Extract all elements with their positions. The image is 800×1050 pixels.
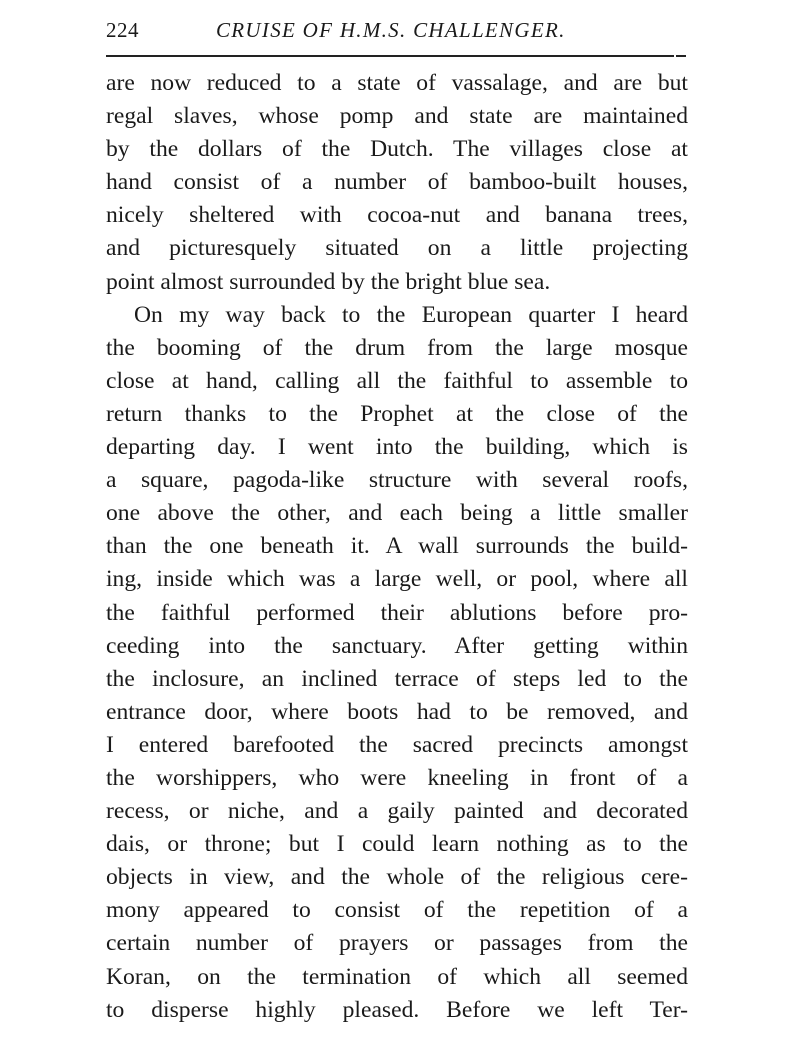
text-line: regal slaves, whose pomp and state are maintained xyxy=(106,103,688,130)
text-line: and picturesquely situated on a little projecting xyxy=(106,235,688,262)
text-line: hand consist of a number of bamboo-built houses, xyxy=(106,169,688,196)
text-line: the booming of the drum from the large mosque xyxy=(106,334,688,361)
running-head xyxy=(106,18,688,52)
text-line: the worshippers, who were kneeling in front of a xyxy=(106,764,688,791)
text-line: ceeding into the sanctuary. After getting within xyxy=(106,632,688,659)
text-line: recess, or niche, and a gaily painted and decorated xyxy=(106,798,688,825)
header-rule xyxy=(106,55,674,57)
paragraph-2 xyxy=(106,299,688,1027)
running-title: CRUISE OF H.M.S. CHALLENGER. xyxy=(216,18,566,42)
text-line: return thanks to the Prophet at the close of the xyxy=(106,400,688,427)
text-line: one above the other, and each being a little smaller xyxy=(106,500,688,527)
text-line: certain number of prayers or passages from the xyxy=(106,930,688,957)
text-line: objects in view, and the whole of the religious cere- xyxy=(106,864,688,891)
page-number: 224 xyxy=(106,18,139,42)
text-line: are now reduced to a state of vassalage, and are but xyxy=(106,70,688,96)
text-line: the inclosure, an inclined terrace of steps led to the xyxy=(106,665,688,692)
text-line: a square, pagoda-like structure with several roofs, xyxy=(106,467,688,494)
body-text xyxy=(106,67,688,1027)
text-line: than the one beneath it. A wall surrounds the build- xyxy=(106,533,688,560)
text-line: to disperse highly pleased. Before we left Ter- xyxy=(106,996,688,1023)
text-line: departing day. I went into the building, which is xyxy=(106,434,688,461)
text-line: On my way back to the European quarter I heard xyxy=(134,301,688,328)
text-line: point almost surrounded by the bright blue sea. xyxy=(106,268,551,295)
text-line: the faithful performed their ablutions before pro- xyxy=(106,599,688,626)
header-rule-tail xyxy=(676,55,686,57)
text-line: I entered barefooted the sacred precincts amongst xyxy=(106,731,688,758)
text-line: Koran, on the termination of which all seemed xyxy=(106,963,688,990)
text-line: close at hand, calling all the faithful to assemble to xyxy=(106,367,688,394)
text-line: ing, inside which was a large well, or pool, where all xyxy=(106,566,688,593)
text-line: by the dollars of the Dutch. The villages close at xyxy=(106,136,688,163)
text-line: entrance door, where boots had to be removed, and xyxy=(106,698,688,725)
paragraph-1 xyxy=(106,67,688,299)
text-line: nicely sheltered with cocoa-nut and banana trees, xyxy=(106,202,688,229)
text-line: mony appeared to consist of the repetition of a xyxy=(106,897,688,924)
text-line: dais, or throne; but I could learn nothing as to the xyxy=(106,831,688,858)
